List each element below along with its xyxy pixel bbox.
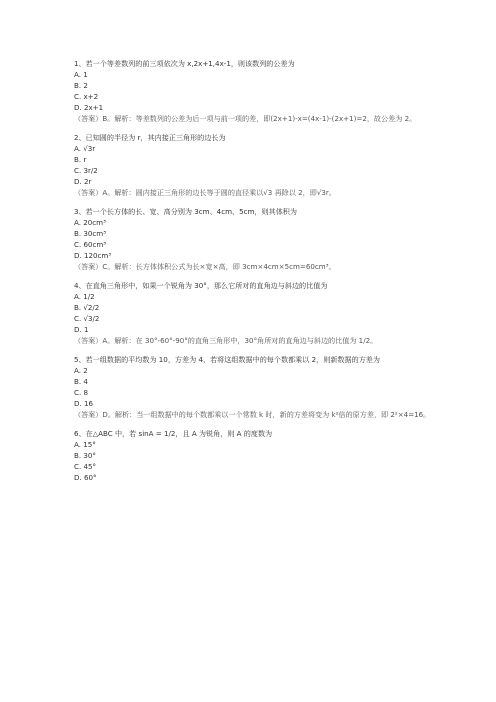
option-b: B. 2 bbox=[74, 81, 88, 90]
option-d: D. 2x+1 bbox=[74, 103, 104, 112]
option-d: D. 60° bbox=[74, 473, 97, 482]
option-b: B. √2/2 bbox=[74, 303, 100, 312]
question-stem: 5、若一组数据的平均数为 10，方差为 4，若将这组数据中的每个数都乘以 2，则新数据的方差为 bbox=[74, 355, 380, 364]
option-a: A. 1/2 bbox=[74, 292, 95, 301]
question-4 bbox=[74, 280, 434, 346]
answer-explanation: （答案）B。解析：等差数列的公差为后一项与前一项的差，即(2x+1)-x=(4x-1)-(2x+1)=2，故公差为 2。 bbox=[74, 114, 417, 123]
answer-explanation: （答案）A。解析：圆内接正三角形的边长等于圆的直径乘以√3 再除以 2，即√3r。 bbox=[74, 188, 336, 197]
answer-explanation: （答案）C。解析：长方体体积公式为长×宽×高，即 3cm×4cm×5cm=60cm³。 bbox=[74, 262, 336, 271]
option-b: B. 30cm³ bbox=[74, 229, 107, 238]
option-b: B. 30° bbox=[74, 451, 96, 460]
document-page bbox=[74, 58, 434, 491]
question-stem: 4、在直角三角形中，如果一个锐角为 30°，那么它所对的直角边与斜边的比值为 bbox=[74, 281, 328, 290]
answer-explanation: （答案）D。解析：当一组数据中的每个数都乘以一个常数 k 时，新的方差将变为 k²倍的原方差，即 2²×4=16。 bbox=[74, 410, 431, 419]
question-2 bbox=[74, 132, 434, 198]
option-c: C. 45° bbox=[74, 462, 97, 471]
option-d: D. 1 bbox=[74, 325, 89, 334]
question-stem: 3、若一个长方体的长、宽、高分别为 3cm、4cm、5cm，则其体积为 bbox=[74, 207, 297, 216]
option-d: D. 120cm³ bbox=[74, 251, 112, 260]
option-a: A. √3r bbox=[74, 144, 96, 153]
option-b: B. r bbox=[74, 155, 87, 164]
option-c: C. 8 bbox=[74, 388, 88, 397]
question-1 bbox=[74, 58, 434, 124]
option-c: C. √3/2 bbox=[74, 314, 100, 323]
question-stem: 1、若一个等差数列的前三项依次为 x,2x+1,4x-1，则该数列的公差为 bbox=[74, 59, 295, 68]
option-c: C. x+2 bbox=[74, 92, 99, 101]
option-a: A. 20cm³ bbox=[74, 218, 106, 227]
question-6 bbox=[74, 428, 434, 483]
option-a: A. 15° bbox=[74, 440, 96, 449]
option-c: C. 3r/2 bbox=[74, 166, 98, 175]
question-3 bbox=[74, 206, 434, 272]
option-d: D. 16 bbox=[74, 399, 93, 408]
option-b: B. 4 bbox=[74, 377, 88, 386]
question-5 bbox=[74, 354, 434, 420]
question-stem: 2、已知圆的半径为 r，其内接正三角形的边长为 bbox=[74, 133, 226, 142]
option-d: D. 2r bbox=[74, 177, 92, 186]
option-a: A. 2 bbox=[74, 366, 88, 375]
question-stem: 6、在△ABC 中，若 sinA = 1/2，且 A 为锐角，则 A 的度数为 bbox=[74, 429, 273, 438]
option-a: A. 1 bbox=[74, 70, 88, 79]
option-c: C. 60cm³ bbox=[74, 240, 107, 249]
answer-explanation: （答案）A。解析：在 30°-60°-90°的直角三角形中，30°角所对的直角边与斜边的比值为 1/2。 bbox=[74, 336, 378, 345]
